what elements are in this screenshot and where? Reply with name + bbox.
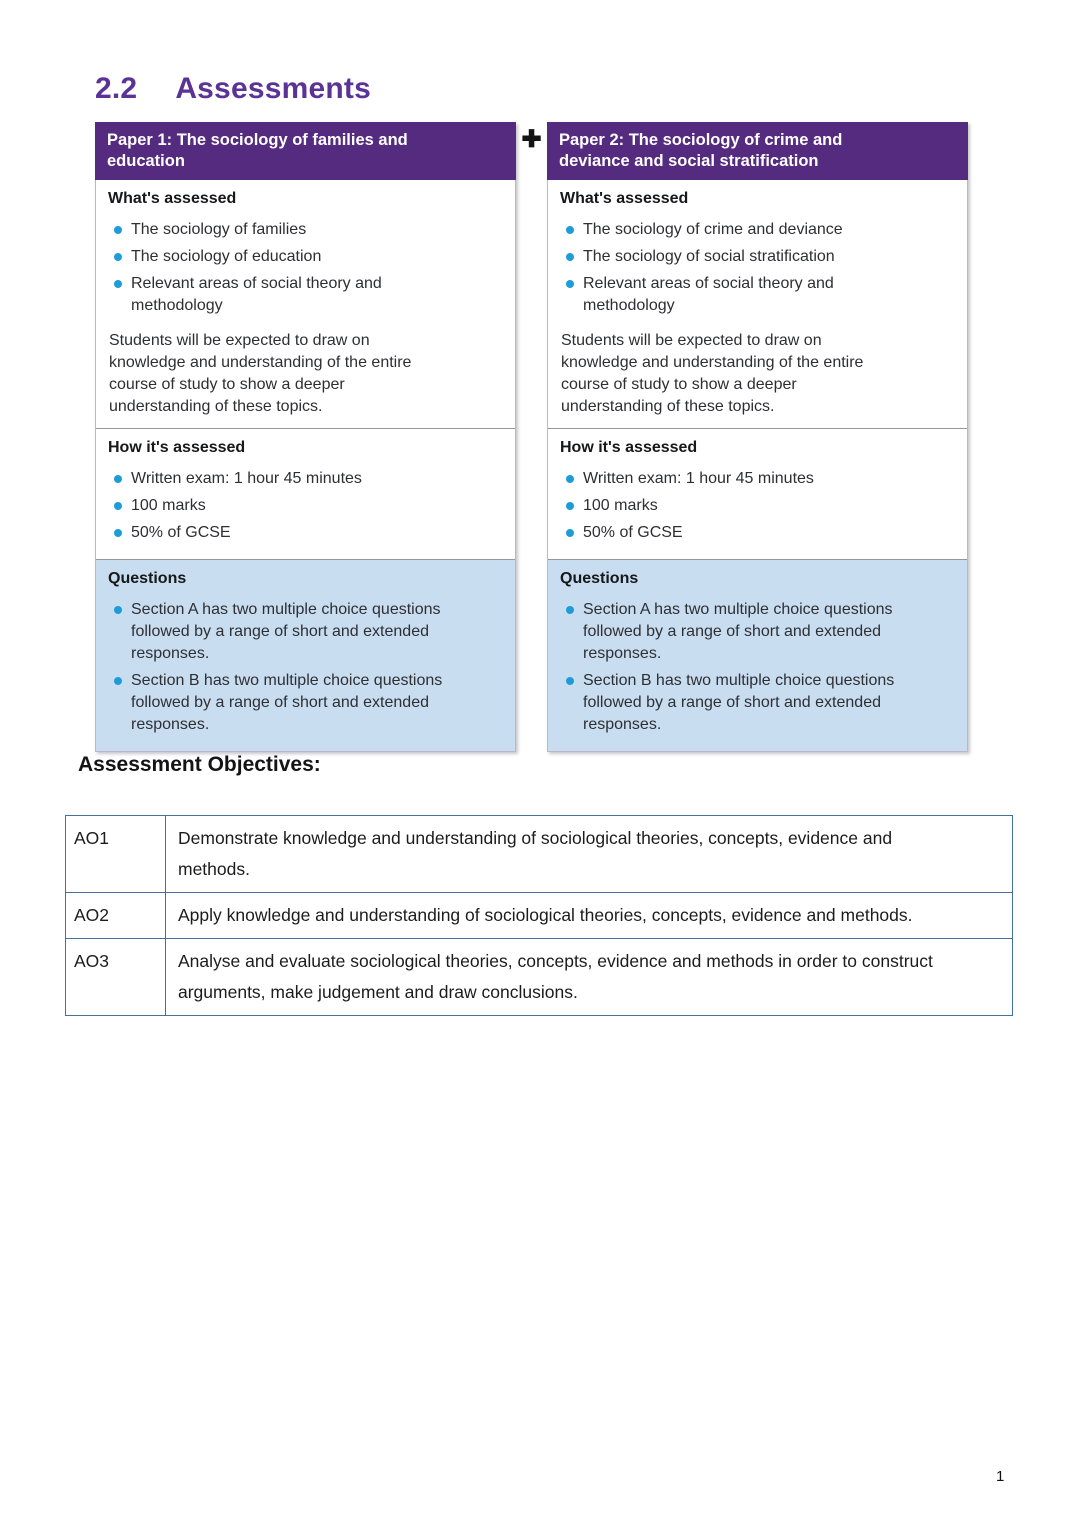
list-item: Section A has two multiple choice questions followed by a range of short and extended responses. (560, 599, 953, 665)
list-item: The sociology of crime and deviance (560, 219, 953, 241)
list-item: Section A has two multiple choice questions followed by a range of short and extended responses. (108, 599, 501, 665)
page-number: 1 (996, 1468, 1005, 1485)
table-row (66, 939, 1013, 1016)
bullet-icon (114, 677, 122, 685)
bullet-icon (566, 226, 574, 234)
list-item: Written exam: 1 hour 45 minutes (560, 468, 953, 490)
table-row (66, 893, 1013, 939)
questions-heading: Questions (560, 570, 639, 587)
list-item: 50% of GCSE (560, 522, 953, 544)
paper2-body (547, 180, 968, 752)
bullet-icon (566, 677, 574, 685)
paper1-body (95, 180, 516, 752)
paper1-whats-assessed (96, 180, 515, 428)
table-row (66, 816, 1013, 893)
paper1-how-assessed (96, 428, 515, 559)
bullet-icon (566, 475, 574, 483)
list-item: Written exam: 1 hour 45 minutes (108, 468, 501, 490)
assessment-objectives-heading: Assessment Objectives: (78, 753, 321, 776)
how-assessed-heading: How it's assessed (560, 439, 698, 456)
list-item: The sociology of education (108, 246, 501, 268)
list-item: Section B has two multiple choice questions followed by a range of short and extended responses. (560, 670, 953, 736)
paper1-header (95, 122, 516, 180)
objective-text: Demonstrate knowledge and understanding of sociological theories, concepts, evidence and methods. (166, 816, 1013, 893)
bullet-icon (566, 502, 574, 510)
whats-assessed-heading: What's assessed (560, 190, 689, 207)
papers-row (95, 122, 968, 752)
section-number: 2.2 (95, 72, 138, 105)
assessment-objectives-table (65, 815, 1013, 1016)
objective-code: AO1 (66, 816, 166, 893)
whats-assessed-heading: What's assessed (108, 190, 237, 207)
paper1-title: Paper 1: The sociology of families and education (107, 131, 408, 170)
paper2-how-assessed (548, 428, 967, 559)
whats-assessed-note: Students will be expected to draw on knowledge and understanding of the entire course of study to show a deeper understanding of these topics. (561, 332, 864, 415)
paper2-questions (548, 559, 967, 751)
bullet-icon (566, 529, 574, 537)
section-title: Assessments (175, 72, 371, 105)
bullet-icon (114, 280, 122, 288)
list-item: Section B has two multiple choice questions followed by a range of short and extended responses. (108, 670, 501, 736)
bullet-icon (114, 253, 122, 261)
list-item: The sociology of social stratification (560, 246, 953, 268)
paper2-title: Paper 2: The sociology of crime and deviance and social stratification (559, 131, 843, 170)
plus-icon: ✚ (521, 126, 542, 153)
list-item: 100 marks (108, 495, 501, 517)
bullet-icon (566, 253, 574, 261)
bullet-icon (114, 502, 122, 510)
how-assessed-heading: How it's assessed (108, 439, 246, 456)
list-item: 50% of GCSE (108, 522, 501, 544)
objective-text: Analyse and evaluate sociological theories, concepts, evidence and methods in order to construct arguments, make judgement and draw conclusions. (166, 939, 1013, 1016)
page-title (95, 72, 371, 106)
bullet-icon (114, 226, 122, 234)
objective-code: AO3 (66, 939, 166, 1016)
paper1-card (95, 122, 516, 752)
objective-text: Apply knowledge and understanding of sociological theories, concepts, evidence and methods. (166, 893, 1013, 939)
list-item: Relevant areas of social theory and methodology (108, 273, 501, 317)
questions-heading: Questions (108, 570, 187, 587)
bullet-icon (114, 529, 122, 537)
list-item: Relevant areas of social theory and methodology (560, 273, 953, 317)
whats-assessed-note: Students will be expected to draw on knowledge and understanding of the entire course of study to show a deeper understanding of these topics. (109, 332, 412, 415)
objective-code: AO2 (66, 893, 166, 939)
bullet-icon (114, 475, 122, 483)
paper2-header (547, 122, 968, 180)
list-item: 100 marks (560, 495, 953, 517)
cards-gap (516, 122, 547, 152)
bullet-icon (566, 606, 574, 614)
bullet-icon (114, 606, 122, 614)
paper2-card (547, 122, 968, 752)
paper1-questions (96, 559, 515, 751)
paper2-whats-assessed (548, 180, 967, 428)
bullet-icon (566, 280, 574, 288)
list-item: The sociology of families (108, 219, 501, 241)
